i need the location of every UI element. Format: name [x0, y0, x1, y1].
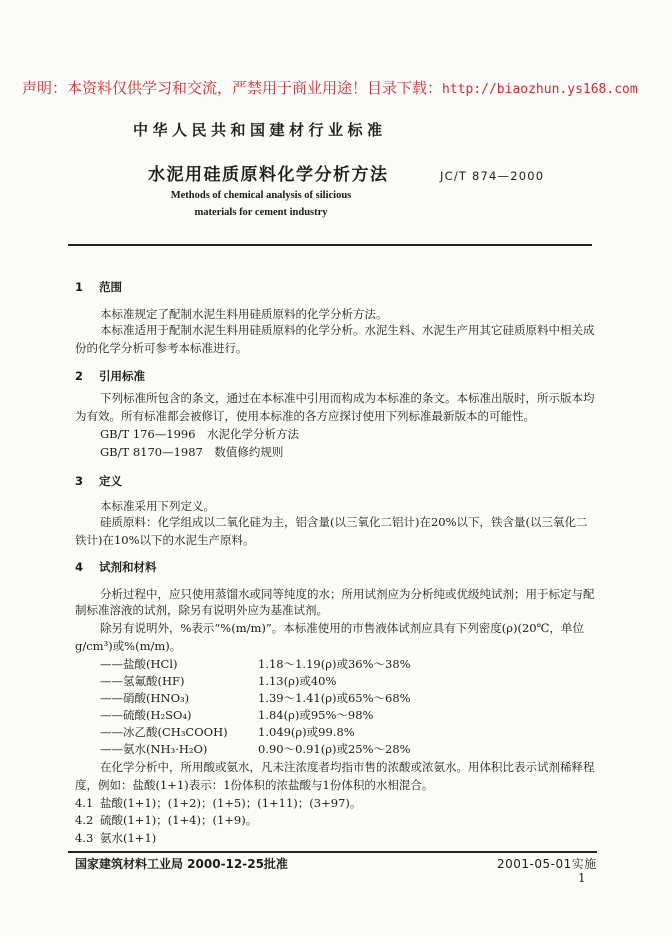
section-title: 引用标准: [99, 369, 145, 383]
section-number: 1: [75, 280, 84, 294]
download-url[interactable]: http://biaozhun.ys168.com: [442, 82, 638, 97]
paragraph-line: 度，例如：盐酸(1+1)表示：1份体积的浓盐酸与1份体积的水相混合。: [75, 778, 434, 792]
reagent-name: ——氨水(NH₃·H₂O): [100, 742, 208, 756]
referenced-standard: GB/T 8170—1987 数值修约规则: [100, 445, 284, 459]
standard-category: 中华人民共和国建材行业标准: [133, 121, 387, 139]
approval-note: 国家建筑材料工业局 2000-12-25批准: [75, 857, 288, 871]
subclause-4-1: [75, 796, 361, 810]
paragraph-line: 硅质原料：化学组成以二氧化硅为主，铝含量(以三氧化二铝计)在20%以下，铁含量(以三氧化二: [100, 515, 588, 529]
reagent-density: 1.13(ρ)或40%: [258, 674, 337, 688]
paragraph-line: 为有效。所有标准都会被修订，使用本标准的各方应探讨使用下列标准最新版本的可能性。: [75, 409, 535, 423]
reagent-name: ——冰乙酸(CH₃COOH): [100, 725, 228, 739]
paragraph-line: 分析过程中，应只使用蒸馏水或同等纯度的水；所用试剂应为分析纯或优级纯试剂；用于标定与配: [100, 587, 595, 601]
standard-code: JC/T 874—2000: [440, 169, 545, 183]
paragraph-line: 制标准溶液的试剂，除另有说明外应为基准试剂。: [75, 603, 328, 617]
section-title: 定义: [99, 474, 122, 488]
subclause-number: 4.1: [75, 796, 94, 810]
subclause-text: 硫酸(1+1)；(1+4)；(1+9)。: [100, 813, 258, 827]
subclause-4-3: [75, 831, 156, 845]
reagent-density: 1.049(ρ)或99.8%: [258, 725, 355, 739]
effective-date: 2001-05-01实施: [497, 857, 597, 871]
reagent-density: 1.84(ρ)或95%～98%: [258, 708, 374, 722]
paragraph-line: 下列标准所包含的条文，通过在本标准中引用而构成为本标准的条文。本标准出版时，所示版本均: [100, 391, 595, 405]
footer-divider: [68, 851, 597, 853]
section-3-heading: [75, 474, 122, 488]
paragraph-line: 在化学分析中，所用酸或氨水，凡未注浓度者均指市售的浓酸或浓氨水。用体积比表示试剂稀释程: [100, 760, 595, 774]
paragraph-line: 除另有说明外，%表示“%(m/m)”。本标准使用的市售液体试剂应具有下列密度(ρ)(20℃，单位: [100, 621, 584, 635]
paragraph-line: 本标准采用下列定义。: [100, 499, 215, 513]
paragraph-line: 份的化学分析可参考本标准进行。: [75, 341, 248, 355]
subclause-text: 盐酸(1+1)；(1+2)；(1+5)；(1+11)；(3+97)。: [100, 796, 362, 810]
reagent-density: 1.39～1.41(ρ)或65%～68%: [258, 691, 411, 705]
subclause-4-2: [75, 813, 257, 827]
document-title: 水泥用硅质原料化学分析方法: [148, 165, 389, 185]
reagent-name: ——氢氟酸(HF): [100, 674, 185, 688]
section-number: 3: [75, 474, 84, 488]
disclaimer-text: 声明：本资料仅供学习和交流，严禁用于商业用途！目录下载：: [22, 79, 443, 97]
paragraph-line: 本标准规定了配制水泥生料用硅质原料的化学分析方法。: [100, 307, 388, 321]
reagent-name: ——硝酸(HNO₃): [100, 691, 190, 705]
reagent-name: ——硫酸(H₂SO₄): [100, 708, 192, 722]
section-title: 试剂和材料: [99, 560, 157, 574]
subclause-text: 氨水(1+1): [100, 831, 157, 845]
paragraph-line: g/cm³)或%(m/m)。: [75, 639, 182, 653]
section-title: 范围: [99, 280, 122, 294]
page-number: 1: [578, 871, 586, 885]
header-divider: [68, 244, 592, 246]
section-4-heading: [75, 560, 157, 574]
section-number: 4: [75, 560, 84, 574]
section-2-heading: [75, 369, 145, 383]
disclaimer-banner: [22, 79, 638, 99]
section-number: 2: [75, 369, 84, 383]
reagent-density: 0.90～0.91(ρ)或25%～28%: [258, 742, 411, 756]
english-title-line1: Methods of chemical analysis of silicious: [170, 190, 352, 201]
section-1-heading: [75, 280, 122, 294]
referenced-standard: GB/T 176—1996 水泥化学分析方法: [100, 427, 300, 441]
reagent-density: 1.18～1.19(ρ)或36%～38%: [258, 657, 411, 671]
subclause-number: 4.2: [75, 813, 94, 827]
english-title-line2: materials for cement industry: [194, 207, 328, 218]
subclause-number: 4.3: [75, 831, 94, 845]
paragraph-line: 铁计)在10%以下的水泥生产原料。: [75, 533, 255, 547]
reagent-name: ——盐酸(HCl): [100, 657, 178, 671]
paragraph-line: 本标准适用于配制水泥生料用硅质原料的化学分析。水泥生料、水泥生产用其它硅质原料中相关成: [100, 323, 595, 337]
